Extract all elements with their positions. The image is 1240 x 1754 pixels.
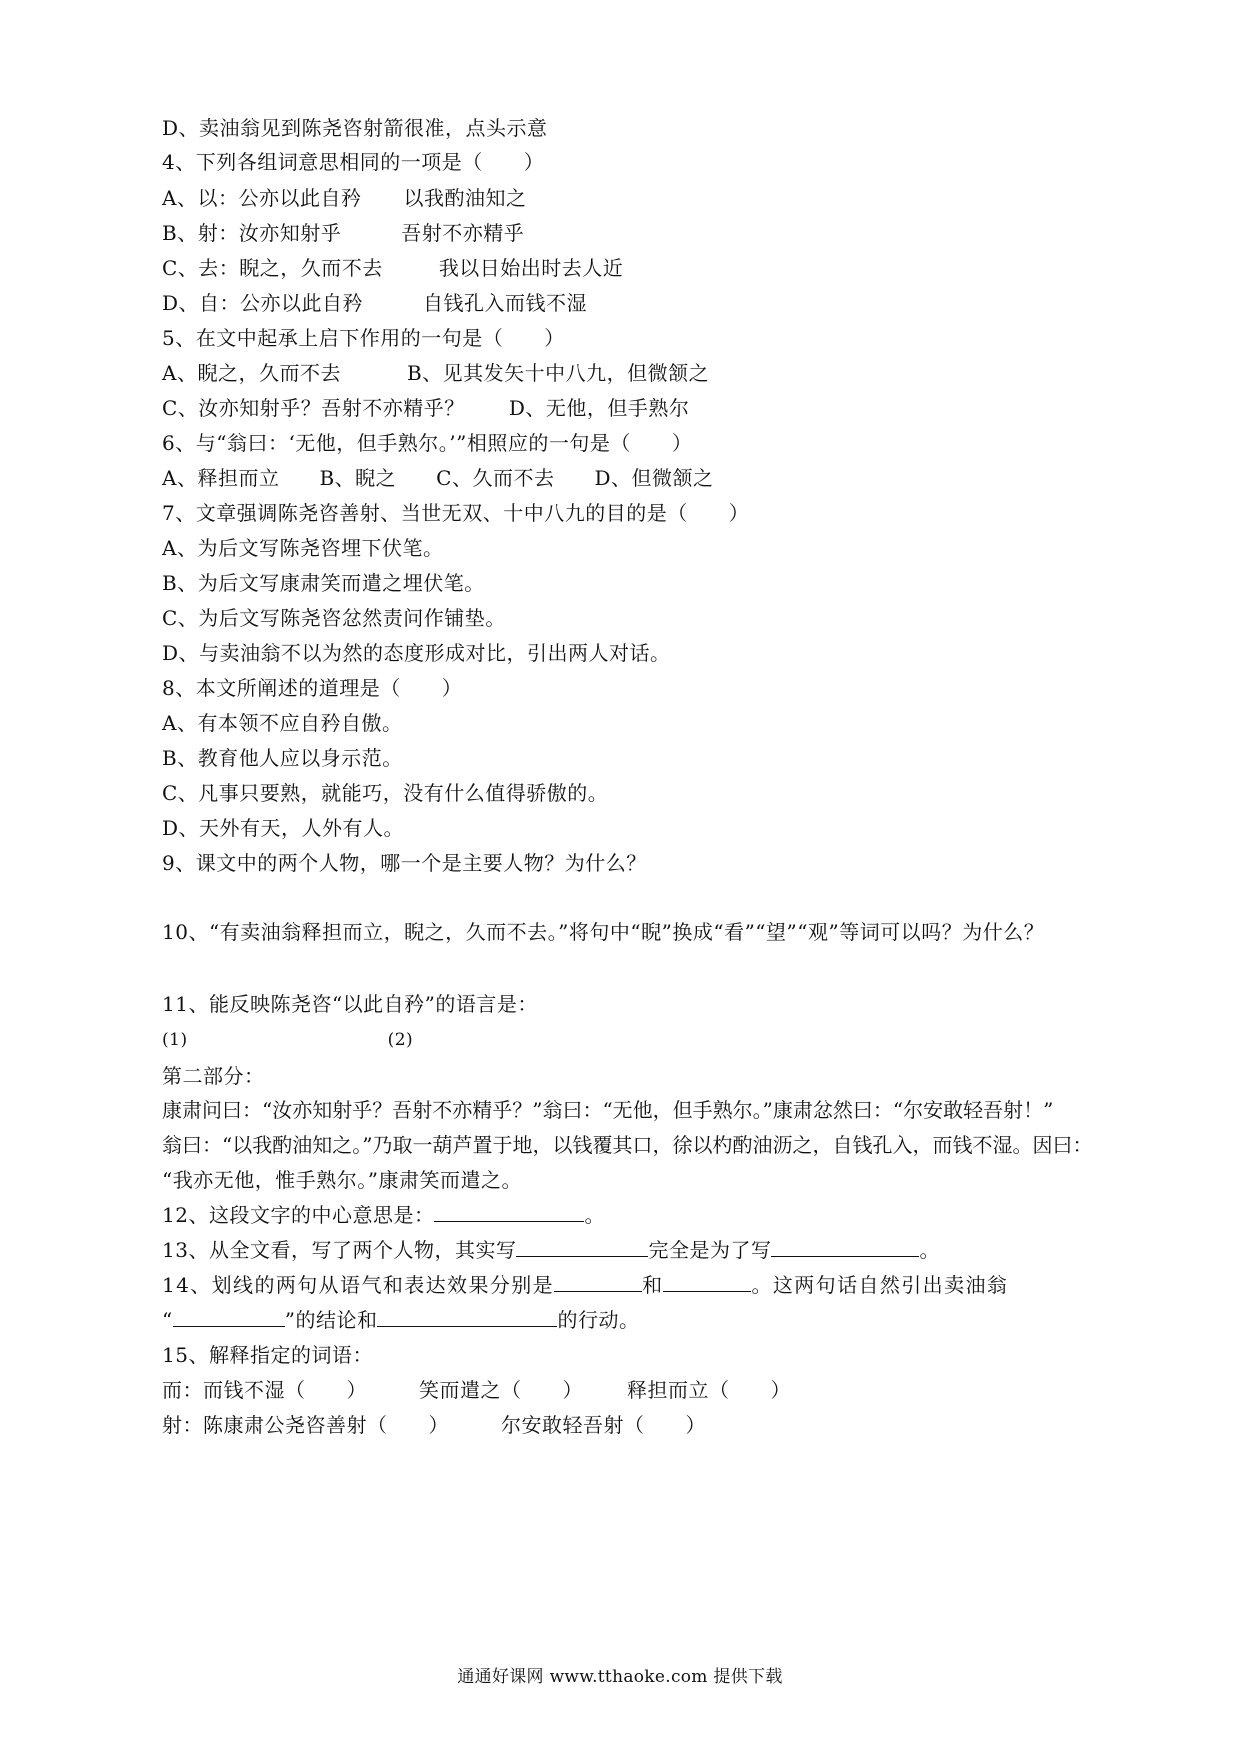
question-text: 。这两句话自然引出卖油翁 xyxy=(751,1273,1009,1297)
option-line: A、为后文写陈尧咨埋下伏笔。 xyxy=(162,536,444,560)
option-text: 吾射不亦精乎 xyxy=(401,221,525,245)
word-item: 尔安敢轻吾射（ ） xyxy=(501,1413,706,1437)
option-line xyxy=(162,394,689,422)
word-explain-line xyxy=(162,1376,791,1404)
page-footer: 通通好课网 www.tthaoke.com 提供下载 xyxy=(457,1667,783,1687)
option-line xyxy=(162,464,714,492)
option-line: C、为后文写陈尧咨忿然责问作铺垫。 xyxy=(162,606,506,630)
fill-in-blank[interactable] xyxy=(554,1271,642,1292)
answer-slots xyxy=(162,1026,413,1054)
option-line: D、天外有天，人外有人。 xyxy=(162,816,405,840)
option-text: C、汝亦知射乎？吾射不亦精乎？ xyxy=(162,396,465,420)
option-text: A、释担而立 xyxy=(162,466,280,490)
question-11: 11、能反映陈尧咨“以此自矜”的语言是： xyxy=(162,992,538,1016)
question-7: 7、文章强调陈尧咨善射、当世无双、十中八九的目的是（ ） xyxy=(162,501,750,525)
question-text: 13、从全文看，写了两个人物，其实写 xyxy=(162,1238,517,1262)
question-text: 。 xyxy=(919,1238,940,1262)
question-text: “ xyxy=(162,1308,173,1332)
passage-line: 康肃问曰：“汝亦知射乎？吾射不亦精乎？”翁曰：“无他，但手熟尔。”康肃忿然曰：“尔安敢轻吾射！” xyxy=(162,1098,1054,1122)
question-10: 10、“有卖油翁释担而立，睨之，久而不去。”将句中“睨”换成“看”“望”“观”等词可以吗？为什么？ xyxy=(162,920,1045,944)
word-item: 而：而钱不湿（ ） xyxy=(162,1378,367,1402)
section-heading: 第二部分： xyxy=(162,1064,265,1088)
question-12 xyxy=(162,1201,605,1229)
question-text: 和 xyxy=(642,1273,664,1297)
option-text: C、久而不去 xyxy=(436,466,555,490)
option-line: D、卖油翁见到陈尧咨射箭很准，点头示意 xyxy=(162,116,548,140)
passage-line: 翁曰：“以我酌油知之。”乃取一葫芦置于地，以钱覆其口，徐以杓酌油沥之，自钱孔入，而钱不湿。因曰： xyxy=(162,1133,1093,1157)
option-line: B、教育他人应以身示范。 xyxy=(162,746,403,770)
word-item: 笑而遣之（ ） xyxy=(419,1378,583,1402)
question-4: 4、下列各组词意思相同的一项是（ ） xyxy=(162,150,545,174)
option-text: 自钱孔入而钱不湿 xyxy=(423,291,588,315)
question-text: 的行动。 xyxy=(557,1308,640,1332)
fill-in-blank[interactable] xyxy=(434,1201,584,1222)
question-14-cont xyxy=(162,1306,639,1334)
fill-in-blank[interactable] xyxy=(377,1306,557,1327)
question-text: 14、划线的两句从语气和表达效果分别是 xyxy=(162,1273,555,1297)
question-15: 15、解释指定的词语： xyxy=(162,1343,373,1367)
option-text: 我以日始出时去人近 xyxy=(438,256,624,280)
option-text: A、睨之，久而不去 xyxy=(162,361,341,385)
word-explain-line xyxy=(162,1411,706,1439)
option-text: D、无他，但手熟尔 xyxy=(508,396,690,420)
fill-in-blank[interactable] xyxy=(771,1236,919,1257)
answer-label: (2) xyxy=(387,1030,414,1050)
option-line xyxy=(162,219,524,247)
question-14 xyxy=(162,1271,1008,1299)
question-text: 12、这段文字的中心意思是： xyxy=(162,1203,435,1227)
option-text: D、自：公亦以此自矜 xyxy=(162,291,364,315)
option-text: B、见其发矢十中八九，但微颔之 xyxy=(406,361,710,385)
fill-in-blank[interactable] xyxy=(663,1271,751,1292)
question-9: 9、课文中的两个人物，哪一个是主要人物？为什么？ xyxy=(162,851,647,875)
passage-line: “我亦无他，惟手熟尔。”康肃笑而遣之。 xyxy=(162,1168,522,1192)
question-8: 8、本文所阐述的道理是（ ） xyxy=(162,676,463,700)
question-text: 。 xyxy=(584,1203,605,1227)
option-line: C、凡事只要熟，就能巧，没有什么值得骄傲的。 xyxy=(162,781,609,805)
option-line: D、与卖油翁不以为然的态度形成对比，引出两人对话。 xyxy=(162,641,671,665)
option-line: B、为后文写康肃笑而遣之埋伏笔。 xyxy=(162,571,485,595)
option-text: D、但微颔之 xyxy=(594,466,714,490)
option-text: 以我酌油知之 xyxy=(403,186,527,210)
question-text: ”的结论和 xyxy=(284,1308,378,1332)
option-text: B、射：汝亦知射乎 xyxy=(162,221,342,245)
question-5: 5、在文中起承上启下作用的一句是（ ） xyxy=(162,326,565,350)
option-line xyxy=(162,254,623,282)
fill-in-blank[interactable] xyxy=(173,1306,285,1327)
option-line xyxy=(162,289,587,317)
option-line xyxy=(162,359,709,387)
option-text: A、以：公亦以此自矜 xyxy=(162,186,362,210)
option-text: B、睨之 xyxy=(319,466,397,490)
option-line xyxy=(162,184,526,212)
question-6: 6、与“翁曰：‘无他，但手熟尔。’”相照应的一句是（ ） xyxy=(162,431,693,455)
question-13 xyxy=(162,1236,940,1264)
word-item: 释担而立（ ） xyxy=(627,1378,791,1402)
word-item: 射：陈康肃公尧咨善射（ ） xyxy=(162,1413,449,1437)
fill-in-blank[interactable] xyxy=(516,1236,648,1257)
option-text: C、去：睨之，久而不去 xyxy=(162,256,383,280)
answer-label: (1) xyxy=(162,1030,188,1050)
question-text: 完全是为了写 xyxy=(648,1238,772,1262)
option-line: A、有本领不应自矜自傲。 xyxy=(162,711,403,735)
